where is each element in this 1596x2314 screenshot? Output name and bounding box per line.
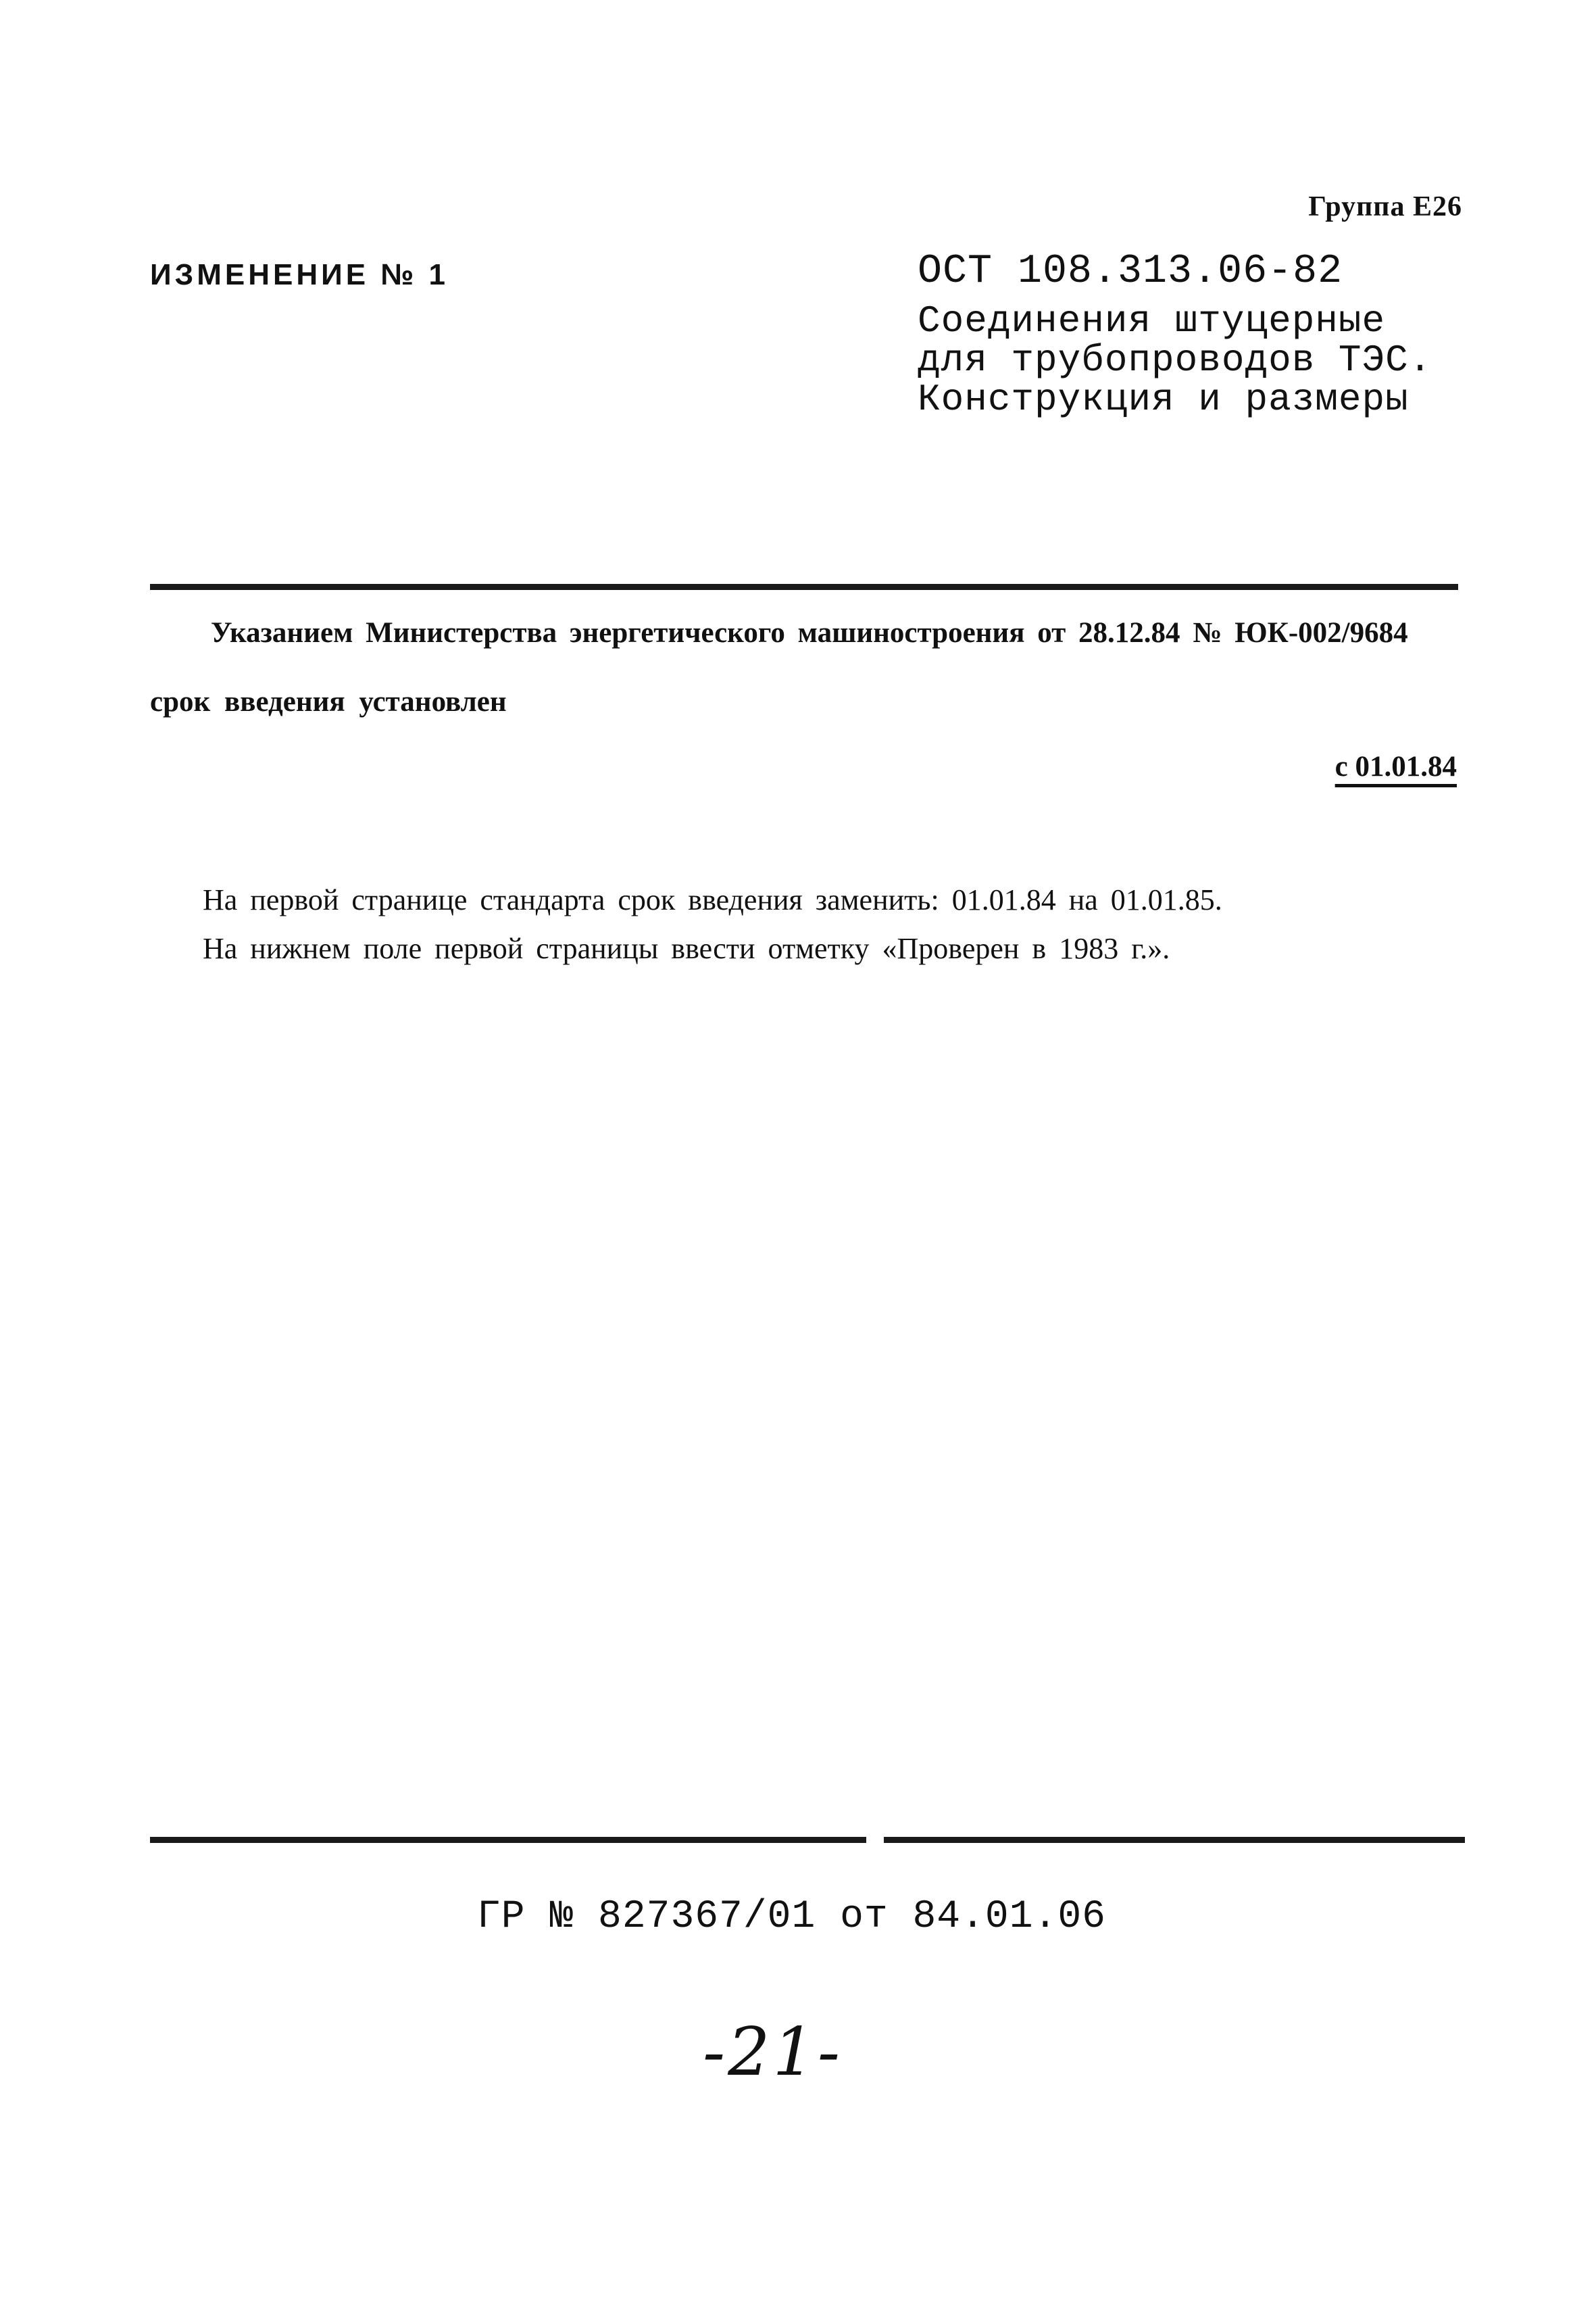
group-label: Группа Е26 — [1308, 191, 1462, 222]
change-text-line-2: На нижнем поле первой страницы ввести отметку «Проверен в 1983 г.». — [203, 932, 1170, 965]
registration-number: ГР № 827367/01 от 84.01.06 — [477, 1895, 1106, 1939]
title-line-3: Конструкция и размеры — [918, 378, 1409, 421]
page-number: -21- — [703, 2014, 843, 2091]
standard-code: ОСТ 108.313.06-82 — [918, 249, 1343, 295]
term-label: срок введения установлен — [150, 686, 507, 718]
standard-title — [918, 301, 1432, 419]
top-divider — [150, 584, 1458, 590]
title-line-2: для трубопроводов ТЭС. — [918, 339, 1432, 382]
decree-text: Указанием Министерства энергетического машиностроения от 28.12.84 № ЮК-002/9684 — [211, 617, 1408, 649]
bottom-divider-right — [884, 1837, 1465, 1843]
bottom-divider-left — [150, 1837, 866, 1843]
title-line-1: Соединения штуцерные — [918, 299, 1386, 343]
effective-date: с 01.01.84 — [1335, 751, 1457, 783]
change-text-line-1: На первой странице стандарта срок введения заменить: 01.01.84 на 01.01.85. — [203, 883, 1222, 916]
change-number: ИЗМЕНЕНИЕ № 1 — [150, 258, 449, 291]
